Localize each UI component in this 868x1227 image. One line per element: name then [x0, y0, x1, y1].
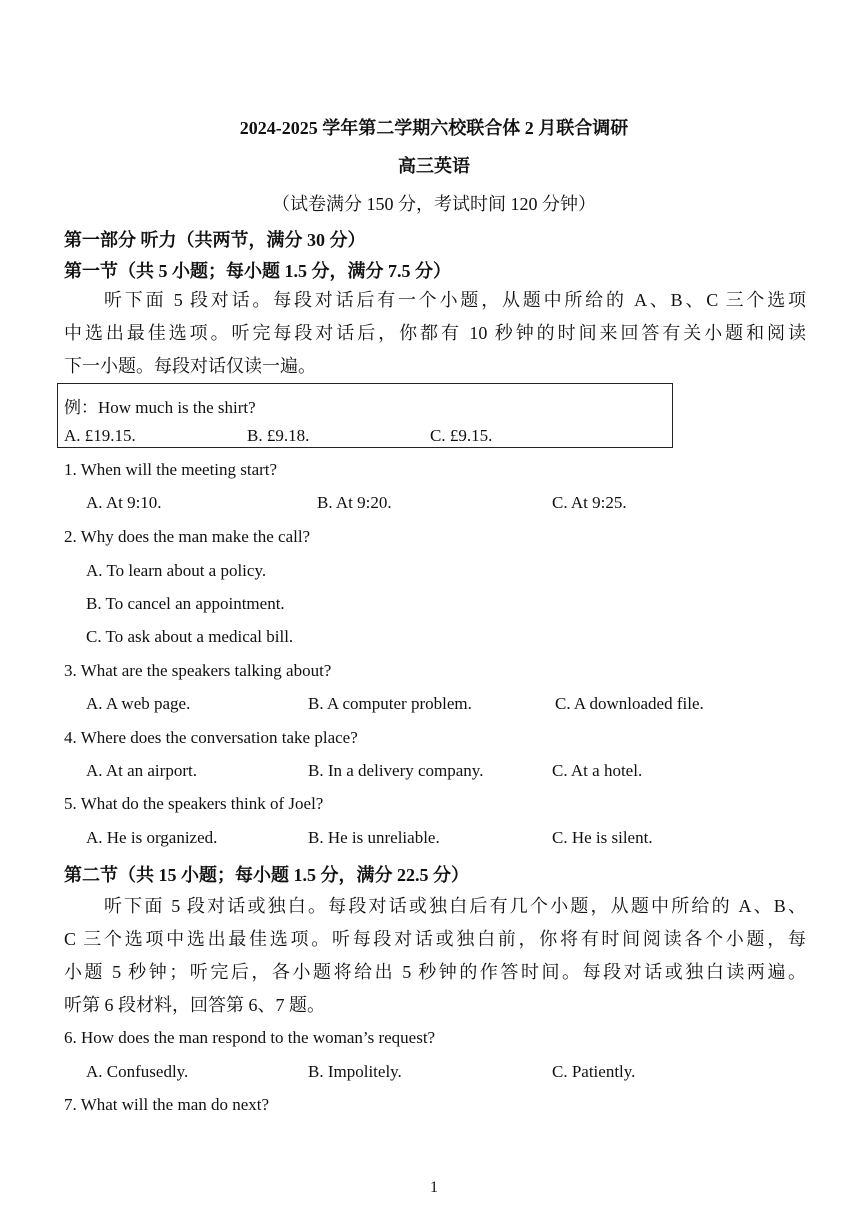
question-stem: 6. How does the man respond to the woman’s request?	[64, 1028, 436, 1047]
option-b: B. He is unreliable.	[308, 828, 440, 847]
option-b: B. A computer problem.	[308, 694, 472, 713]
instruction-line: 小题 5 秒钟；听完后，各小题将给出 5 秒钟的作答时间。每段对话或独白读两遍。	[64, 962, 806, 982]
option-b: B. At 9:20.	[317, 493, 392, 512]
instruction-line: 听第 6 段材料，回答第 6、7 题。	[64, 995, 325, 1015]
section1-instructions	[64, 284, 806, 383]
example-option-a: A. £19.15.	[64, 426, 136, 445]
section2-heading: 第二节（共 15 小题；每小题 1.5 分，满分 22.5 分）	[64, 865, 469, 885]
part1-heading: 第一部分 听力（共两节，满分 30 分）	[64, 230, 366, 250]
option-b: B. Impolitely.	[308, 1062, 402, 1081]
question-stem: 3. What are the speakers talking about?	[64, 661, 332, 680]
option-a: A. At 9:10.	[86, 493, 162, 512]
example-option-c: C. £9.15.	[430, 426, 493, 445]
exam-info: （试卷满分 150 分，考试时间 120 分钟）	[272, 194, 596, 214]
question-stem: 1. When will the meeting start?	[64, 460, 278, 479]
subject-title: 高三英语	[398, 156, 470, 176]
option-c: C. At 9:25.	[552, 493, 627, 512]
instruction-line: 下一小题。每段对话仅读一遍。	[64, 356, 316, 376]
instruction-line: 中选出最佳选项。听完每段对话后，你都有 10 秒钟的时间来回答有关小题和阅读	[64, 323, 806, 343]
page-number: 1	[430, 1179, 438, 1196]
option-a: A. A web page.	[86, 694, 191, 713]
example-question: 例：How much is the shirt?	[64, 398, 256, 417]
option-a: A. Confusedly.	[86, 1062, 189, 1081]
option-b: B. To cancel an appointment.	[86, 594, 285, 613]
option-c: C. Patiently.	[552, 1062, 636, 1081]
option-c: C. He is silent.	[552, 828, 653, 847]
exam-title: 2024-2025 学年第二学期六校联合体 2 月联合调研	[239, 118, 629, 138]
instruction-line: 听下面 5 段对话或独白。每段对话或独白后有几个小题，从题中所给的 A、B、	[104, 896, 806, 916]
question-stem: 4. Where does the conversation take place?	[64, 728, 358, 747]
option-a: A. To learn about a policy.	[86, 561, 267, 580]
option-a: A. At an airport.	[86, 761, 197, 780]
instruction-line: 听下面 5 段对话。每段对话后有一个小题，从题中所给的 A、B、C 三个选项	[104, 290, 806, 310]
option-c: C. To ask about a medical bill.	[86, 627, 294, 646]
option-c: C. At a hotel.	[552, 761, 643, 780]
question-stem: 5. What do the speakers think of Joel?	[64, 794, 324, 813]
instruction-line: C 三个选项中选出最佳选项。听每段对话或独白前，你将有时间阅读各个小题，每	[64, 929, 806, 949]
question-stem: 2. Why does the man make the call?	[64, 527, 311, 546]
question-stem: 7. What will the man do next?	[64, 1095, 270, 1114]
option-c: C. A downloaded file.	[555, 694, 704, 713]
section1-heading: 第一节（共 5 小题；每小题 1.5 分，满分 7.5 分）	[64, 261, 451, 281]
option-b: B. In a delivery company.	[308, 761, 484, 780]
section2-instructions	[64, 890, 806, 1022]
option-a: A. He is organized.	[86, 828, 218, 847]
example-option-b: B. £9.18.	[247, 426, 310, 445]
